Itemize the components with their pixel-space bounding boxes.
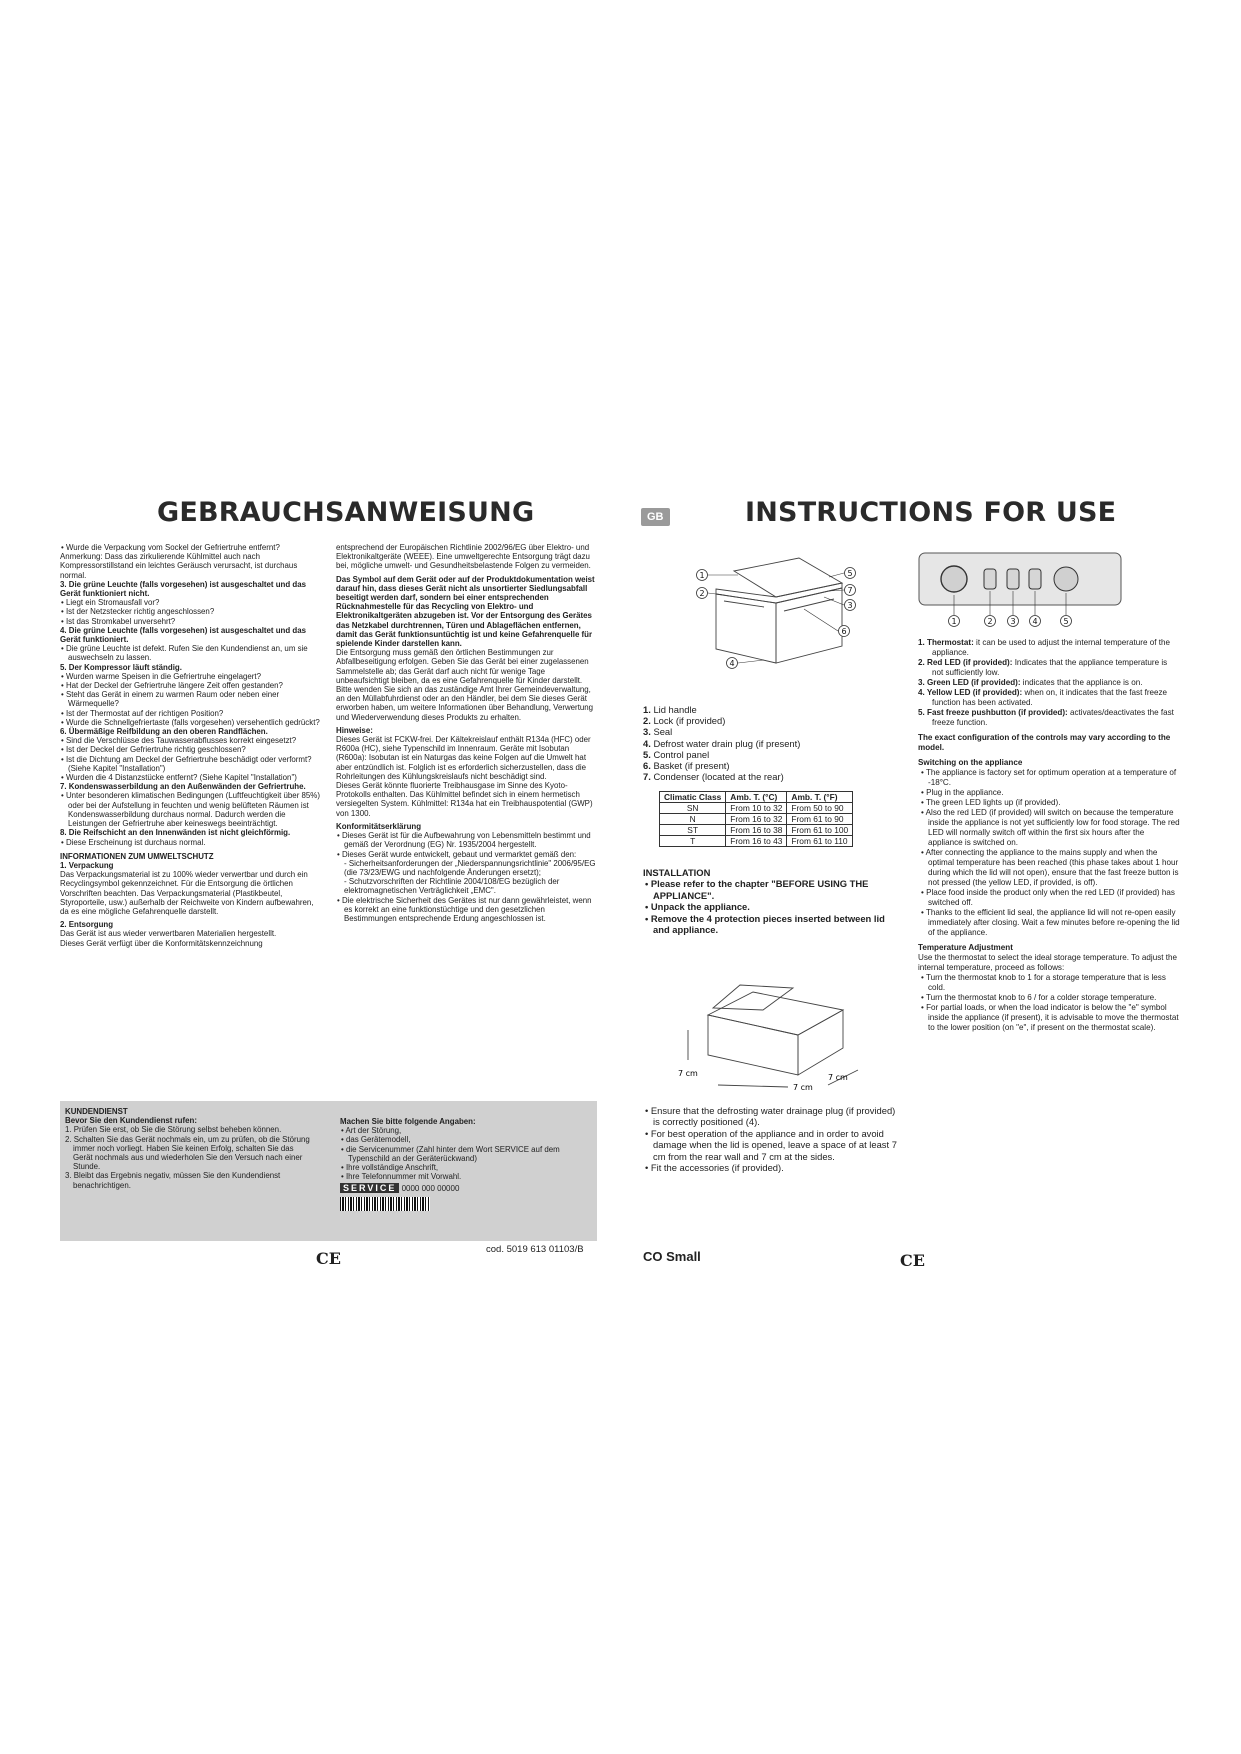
col2-para: Konformitätserklärung bbox=[336, 821, 422, 831]
side-gap-label-2: 7 cm bbox=[828, 1073, 848, 1082]
switching-item: • Thanks to the efficient lid seal, the appliance lid will not re-open easily immediately after closing. Wait a few minutes before re-opening the lid of the appliance. bbox=[918, 908, 1180, 938]
part-item bbox=[643, 749, 863, 760]
control-item bbox=[918, 688, 1180, 708]
part-item bbox=[643, 704, 863, 715]
service-info-title: Machen Sie bitte folgende Angaben: bbox=[340, 1117, 476, 1126]
climate-cell: N bbox=[660, 814, 726, 825]
control-name: 1. Thermostat: bbox=[918, 638, 977, 647]
part-item bbox=[643, 760, 863, 771]
col1-para: • Ist das Stromkabel unversehrt? bbox=[60, 617, 322, 626]
climate-cell: From 61 to 110 bbox=[787, 836, 853, 847]
control-desc: activates/deactivates the fast freeze function. bbox=[932, 708, 1174, 727]
control-desc: when on, it indicates that the fast freeze function has been activated. bbox=[932, 688, 1168, 707]
panel-callout-5: 5 bbox=[1063, 617, 1069, 626]
col-de-1 bbox=[60, 543, 322, 948]
part-item bbox=[643, 726, 863, 737]
installation-step: • Please refer to the chapter "BEFORE USING THE APPLIANCE". bbox=[643, 878, 903, 901]
part-number: 6. bbox=[643, 760, 654, 772]
col2-para: - Sicherheitsanforderungen der „Niederspannungsrichtlinie" 2006/95/EG (die 73/23/EWG und nachfolgende Änderungen ersetzt); bbox=[344, 858, 596, 877]
climate-header: Climatic Class bbox=[660, 792, 726, 803]
col1-para: • Ist der Thermostat auf der richtigen Position? bbox=[60, 709, 322, 718]
col1-para: INFORMATIONEN ZUM UMWELTSCHUTZ bbox=[60, 851, 214, 861]
panel-callout-4: 4 bbox=[1032, 617, 1038, 626]
installation-spacing-diagram bbox=[678, 980, 868, 1100]
control-item bbox=[918, 708, 1180, 728]
part-label: Condenser (located at the rear) bbox=[653, 771, 784, 783]
part-number: 2. bbox=[643, 715, 654, 727]
switching-item: • Also the red LED (if provided) will switch on because the temperature inside the appliance is not yet sufficiently low for food storage. The red LED will normally switch off within the first six hours after the appliance is switched on. bbox=[918, 808, 1180, 848]
yellow-led-icon bbox=[1029, 569, 1041, 589]
controls-section bbox=[918, 638, 1180, 1033]
col1-para: Dieses Gerät verfügt über die Konformitätskennzeichnung bbox=[60, 938, 263, 948]
service-info-item: • Ihre vollständige Anschrift, bbox=[340, 1163, 590, 1172]
ce-mark-left: CE bbox=[316, 1249, 341, 1268]
callout-6: 6 bbox=[841, 627, 847, 636]
climate-cell: From 61 to 100 bbox=[787, 825, 853, 836]
panel-callout-3: 3 bbox=[1010, 617, 1016, 626]
callout-1: 1 bbox=[699, 571, 705, 580]
temp-item: • Turn the thermostat knob to 6 / for a colder storage temperature. bbox=[918, 993, 1180, 1003]
service-info-item: • Ihre Telefonnummer mit Vorwahl. bbox=[340, 1172, 590, 1181]
rear-gap-label: 7 cm bbox=[793, 1083, 813, 1092]
part-item bbox=[643, 771, 863, 782]
col1-para: 6. Übermäßige Reifbildung an den oberen Randflächen. bbox=[60, 727, 268, 737]
col1-para: 8. Die Reifschicht an den Innenwänden ist nicht gleichförmig. bbox=[60, 828, 291, 838]
part-number: 5. bbox=[643, 748, 654, 760]
col1-para: Das Verpackungsmaterial ist zu 100% wieder verwertbar und durch ein Recyclingsymbol gekennzeichnet. Für die Entsorgung die örtlichen Vorschriften beachten. Das Verpackungsmaterial (Plastikbeutel, Styroporteile, usw.) außerhalb der Reichweite von Kindern aufbewahren, da es eine mögliche Gefahrenquelle darstellt. bbox=[60, 870, 314, 916]
service-step: 1. Prüfen Sie erst, ob Sie die Störung selbst beheben können. bbox=[65, 1125, 282, 1135]
part-number: 4. bbox=[643, 737, 654, 749]
col1-para: • Wurden warme Speisen in die Gefriertruhe eingelagert? bbox=[60, 672, 322, 681]
part-number: 1. bbox=[643, 704, 654, 715]
temp-item: • For partial loads, or when the load indicator is below the "e" symbol inside the appliance (if present), it is advisable to move the thermostat to the lower position (on "e", if present on the thermostat scale). bbox=[918, 1003, 1180, 1033]
parts-list bbox=[643, 704, 863, 782]
col2-para: Hinweise: bbox=[336, 725, 373, 735]
col1-para: • Liegt ein Stromausfall vor? bbox=[60, 598, 322, 607]
part-label: Lock (if provided) bbox=[653, 715, 726, 727]
col1-para: Das Gerät ist aus wieder verwertbaren Materialien hergestellt. bbox=[60, 929, 277, 939]
part-label: Seal bbox=[653, 726, 673, 738]
climate-row bbox=[660, 814, 853, 825]
col2-para: Die Entsorgung muss gemäß den örtlichen Bestimmungen zur Abfallbeseitigung erfolgen. Geben Sie das Gerät bei einer zugelassenen Sammelstelle ab; das Gerät darf auch nicht für wenige Tage unbeaufsichtigt bleiben, da es eine Gefahrenquelle für Kinder darstellt. Bitte wenden Sie sich an das zuständige Amt Ihrer Gemeindeverwaltung, an den Müllabfuhrdienst oder an den Händler, bei dem Sie dieses Gerät erworben haben, um weitere Informationen über Behandlung, Verwertung und Wiederverwendung dieses Produkts zu erhalten. bbox=[336, 648, 594, 722]
col2-para: • Dieses Gerät wurde entwickelt, gebaut und vermarktet gemäß den: bbox=[336, 850, 598, 859]
control-name: 3. Green LED (if provided): bbox=[918, 678, 1023, 687]
temp-title: Temperature Adjustment bbox=[918, 943, 1013, 952]
climate-header: Amb. T. (°F) bbox=[787, 792, 853, 803]
climate-cell: T bbox=[660, 836, 726, 847]
col1-para: • Ist der Netzstecker richtig angeschlossen? bbox=[60, 607, 322, 616]
installation-step: • Remove the 4 protection pieces inserted between lid and appliance. bbox=[643, 913, 903, 936]
switching-item: • The appliance is factory set for optimum operation at a temperature of -18°C. bbox=[918, 768, 1180, 788]
temp-intro: Use the thermostat to select the ideal storage temperature. To adjust the internal temperature, proceed as follows: bbox=[918, 953, 1177, 972]
control-name: 5. Fast freeze pushbutton (if provided): bbox=[918, 708, 1070, 717]
switching-item: • Place food inside the product only when the red LED (if provided) has switched off. bbox=[918, 888, 1180, 908]
service-info-item: • die Servicenummer (Zahl hinter dem Wort SERVICE auf dem Typenschild an der Geräterückwand) bbox=[340, 1145, 590, 1163]
callout-3: 3 bbox=[847, 601, 853, 610]
col1-para: 4. Die grüne Leuchte (falls vorgesehen) ist ausgeschaltet und das Gerät funktioniert. bbox=[60, 625, 306, 645]
col1-para: 2. Entsorgung bbox=[60, 920, 114, 930]
part-label: Lid handle bbox=[653, 704, 697, 715]
page-title-en: INSTRUCTIONS FOR USE bbox=[745, 497, 1117, 528]
col-de-2 bbox=[336, 543, 598, 923]
page-title-de: GEBRAUCHSANWEISUNG bbox=[157, 497, 535, 528]
control-item bbox=[918, 658, 1180, 678]
control-name: 4. Yellow LED (if provided): bbox=[918, 688, 1025, 697]
installation-note: • Fit the accessories (if provided). bbox=[643, 1162, 903, 1173]
service-subtitle: Bevor Sie den Kundendienst rufen: bbox=[65, 1116, 197, 1126]
col1-para: • Steht das Gerät in einem zu warmen Raum oder neben einer Wärmequelle? bbox=[60, 690, 322, 708]
service-step: 3. Bleibt das Ergebnis negativ, müssen Sie den Kundendienst benachrichtigen. bbox=[65, 1171, 281, 1190]
language-badge: GB bbox=[641, 508, 670, 526]
callout-7: 7 bbox=[847, 586, 853, 595]
col1-para: • Wurden die 4 Distanzstücke entfernt? (Siehe Kapitel "Installation") bbox=[60, 773, 322, 782]
col1-para: Anmerkung: Dass das zirkulierende Kühlmittel auch nach Kompressorstillstand ein leichtes Geräusch verursacht, ist durchaus normal. bbox=[60, 552, 298, 580]
fast-freeze-button-icon bbox=[1054, 567, 1078, 591]
col1-para: 1. Verpackung bbox=[60, 860, 114, 870]
part-item bbox=[643, 738, 863, 749]
switching-item: • Plug in the appliance. bbox=[918, 788, 1180, 798]
climate-cell: From 16 to 32 bbox=[726, 814, 787, 825]
control-desc: Indicates that the appliance temperature is not sufficiently low. bbox=[932, 658, 1168, 677]
config-note: The exact configuration of the controls may vary according to the model. bbox=[918, 733, 1171, 752]
model-name: CO Small bbox=[643, 1249, 701, 1264]
col2-para: Das Symbol auf dem Gerät oder auf der Produktdokumentation weist darauf hin, dass dieses Gerät nicht als unsortierter Siedlungsabfall beseitigt werden darf, sondern bei einer entsprechenden Rücknahmestelle für das Recycling von Elektro- und Elektronikaltgeräten abzugeben ist. Vor der Entsorgung des Gerätes das Netzkabel durchtrennen, Türen und Ablageflächen entfernen, damit das Gerät funktionsuntüchtig ist und keine Gefahrenquelle für spielende Kinder darstellen kann. bbox=[336, 574, 595, 649]
side-gap-label: 7 cm bbox=[678, 1069, 698, 1078]
control-desc: it can be used to adjust the internal temperature of the appliance. bbox=[932, 638, 1170, 657]
col2-para: • Dieses Gerät ist für die Aufbewahrung von Lebensmitteln bestimmt und gemäß der Verordnung (EG) Nr. 1935/2004 hergestellt. bbox=[336, 831, 598, 849]
part-item bbox=[643, 715, 863, 726]
climate-cell: ST bbox=[660, 825, 726, 836]
part-label: Basket (if present) bbox=[653, 760, 730, 772]
service-title: KUNDENDIENST bbox=[65, 1107, 128, 1116]
col1-para: • Die grüne Leuchte ist defekt. Rufen Sie den Kundendienst an, um sie auswechseln zu lassen. bbox=[60, 644, 322, 662]
service-step: 2. Schalten Sie das Gerät nochmals ein, um zu prüfen, ob die Störung immer noch vorliegt. Haben Sie keinen Erfolg, schalten Sie das Gerät nochmals aus und wiederholen Sie den Versuch nach einer Stunde. bbox=[65, 1134, 310, 1172]
ce-mark-right: CE bbox=[900, 1251, 925, 1270]
col1-para: • Unter besonderen klimatischen Bedingungen (Luftfeuchtigkeit über 85%) oder bei der Aufstellung in feuchten und wenig belüfteten Räumen ist Kondenswasserbildung durchaus normal. Dadurch werden die Leistungen der Gefriertruhe aber keineswegs beeinträchtigt. bbox=[60, 791, 322, 828]
installation-section bbox=[643, 867, 903, 935]
col1-para: • Ist die Dichtung am Deckel der Gefriertruhe beschädigt oder verformt? (Siehe Kapitel "Installation") bbox=[60, 755, 322, 773]
green-led-icon bbox=[1007, 569, 1019, 589]
climate-cell: SN bbox=[660, 803, 726, 814]
col2-para: - Schutzvorschriften der Richtlinie 2004/108/EG bezüglich der elektromagnetischen Verträglichkeit „EMC". bbox=[344, 877, 560, 896]
switching-item: • The green LED lights up (if provided). bbox=[918, 798, 1180, 808]
panel-callout-2: 2 bbox=[987, 617, 993, 626]
col1-para: 5. Der Kompressor läuft ständig. bbox=[60, 662, 182, 672]
control-desc: indicates that the appliance is on. bbox=[1022, 678, 1143, 687]
temp-item: • Turn the thermostat knob to 1 for a storage temperature that is less cold. bbox=[918, 973, 1180, 993]
part-label: Control panel bbox=[653, 748, 710, 760]
lid-outline bbox=[734, 558, 842, 597]
part-number: 7. bbox=[643, 771, 654, 783]
col2-para: • Die elektrische Sicherheit des Gerätes ist nur dann gewährleistet, wenn es korrekt an eine funktionstüchtige und den gesetzlichen Bestimmungen entsprechende Erdung angeschlossen ist. bbox=[336, 896, 598, 924]
col1-para: • Wurde die Verpackung vom Sockel der Gefriertruhe entfernt? bbox=[60, 543, 322, 552]
control-name: 2. Red LED (if provided): bbox=[918, 658, 1015, 667]
col2-para: Dieses Gerät könnte fluorierte Treibhausgase im Sinne des Kyoto-Protokolls enthalten. Das Kühlmittel befindet sich in einem hermetisch versiegelten System. Kühlmittel: R134a hat ein Treibhauspotential (GWP) von 1300. bbox=[336, 781, 593, 818]
part-label: Defrost water drain plug (if present) bbox=[653, 737, 801, 749]
installation-title: INSTALLATION bbox=[643, 867, 711, 878]
service-info-item: • Art der Störung, bbox=[340, 1126, 590, 1135]
thermostat-knob-icon bbox=[941, 566, 967, 592]
col1-para: 7. Kondenswasserbildung an den Außenwänden der Gefriertruhe. bbox=[60, 782, 306, 792]
callout-2: 2 bbox=[699, 589, 705, 598]
col1-para: • Diese Erscheinung ist durchaus normal. bbox=[60, 838, 322, 847]
climate-row bbox=[660, 825, 853, 836]
installation-note: • For best operation of the appliance and in order to avoid damage when the lid is opened, leave a space of at least 7 cm from the rear wall and 7 cm at the sides. bbox=[643, 1128, 903, 1162]
panel-callout-1: 1 bbox=[951, 617, 957, 626]
climate-cell: From 10 to 32 bbox=[726, 803, 787, 814]
switching-title: Switching on the appliance bbox=[918, 758, 1023, 767]
col2-para: Dieses Gerät ist FCKW-frei. Der Kältekreislauf enthält R134a (HFC) oder R600a (HC), siehe Typenschild im Innenraum. Geräte mit Isobutan (R600a): Isobutan ist ein Naturgas das keine Folgen auf die Umwelt hat aber entzündlich ist. Folglich ist es erforderlich sicherzustellen, dass die Rohrleitungen des Kühlungskreislaufs nicht beschädigt sind. bbox=[336, 735, 591, 781]
installation-notes bbox=[643, 1105, 903, 1173]
control-item bbox=[918, 638, 1180, 658]
climate-cell: From 50 to 90 bbox=[787, 803, 853, 814]
climate-cell: From 16 to 43 bbox=[726, 836, 787, 847]
switching-item: • After connecting the appliance to the mains supply and when the optimal temperature has been reached (this phase takes about 1 hour during which the lid will not open), ensure that the fast freeze button is not pressed (the yellow LED, if provided, is off). bbox=[918, 848, 1180, 888]
climate-row bbox=[660, 803, 853, 814]
col1-para: • Hat der Deckel der Gefriertruhe längere Zeit offen gestanden? bbox=[60, 681, 322, 690]
control-panel-diagram bbox=[917, 551, 1125, 631]
service-info-item: • das Gerätemodell, bbox=[340, 1135, 590, 1144]
callout-4: 4 bbox=[729, 659, 735, 668]
col1-para: • Ist der Deckel der Gefriertruhe richtig geschlossen? bbox=[60, 745, 322, 754]
service-number: 0000 000 00000 bbox=[401, 1184, 460, 1194]
climate-cell: From 16 to 38 bbox=[726, 825, 787, 836]
installation-step: • Unpack the appliance. bbox=[643, 901, 903, 912]
climate-cell: From 61 to 90 bbox=[787, 814, 853, 825]
service-box bbox=[60, 1101, 597, 1241]
service-label: SERVICE bbox=[340, 1183, 399, 1193]
freezer-parts-diagram bbox=[694, 553, 864, 703]
climate-row bbox=[660, 836, 853, 847]
climate-table bbox=[659, 791, 853, 847]
col1-para: • Sind die Verschlüsse des Tauwasserabflusses korrekt eingesetzt? bbox=[60, 736, 322, 745]
callout-5: 5 bbox=[847, 569, 853, 578]
part-number: 3. bbox=[643, 726, 654, 738]
col1-para: 3. Die grüne Leuchte (falls vorgesehen) ist ausgeschaltet und das Gerät funktioniert nicht. bbox=[60, 579, 306, 599]
barcode-image bbox=[340, 1197, 430, 1211]
document-code: cod. 5019 613 01103/B bbox=[486, 1244, 584, 1255]
col1-para: • Wurde die Schnellgefriertaste (falls vorgesehen) versehentlich gedrückt? bbox=[60, 718, 322, 727]
control-item bbox=[918, 678, 1180, 688]
red-led-icon bbox=[984, 569, 996, 589]
col2-para: entsprechend der Europäischen Richtlinie 2002/96/EG über Elektro- und Elektronikaltgeräte (WEEE). Eine umweltgerechte Entsorgung trägt dazu bei, mögliche umwelt- und Gesundheitsbelastende Folgen zu vermeiden. bbox=[336, 543, 591, 571]
climate-header: Amb. T. (°C) bbox=[726, 792, 787, 803]
installation-note: • Ensure that the defrosting water drainage plug (if provided) is correctly positioned (4). bbox=[643, 1105, 903, 1128]
